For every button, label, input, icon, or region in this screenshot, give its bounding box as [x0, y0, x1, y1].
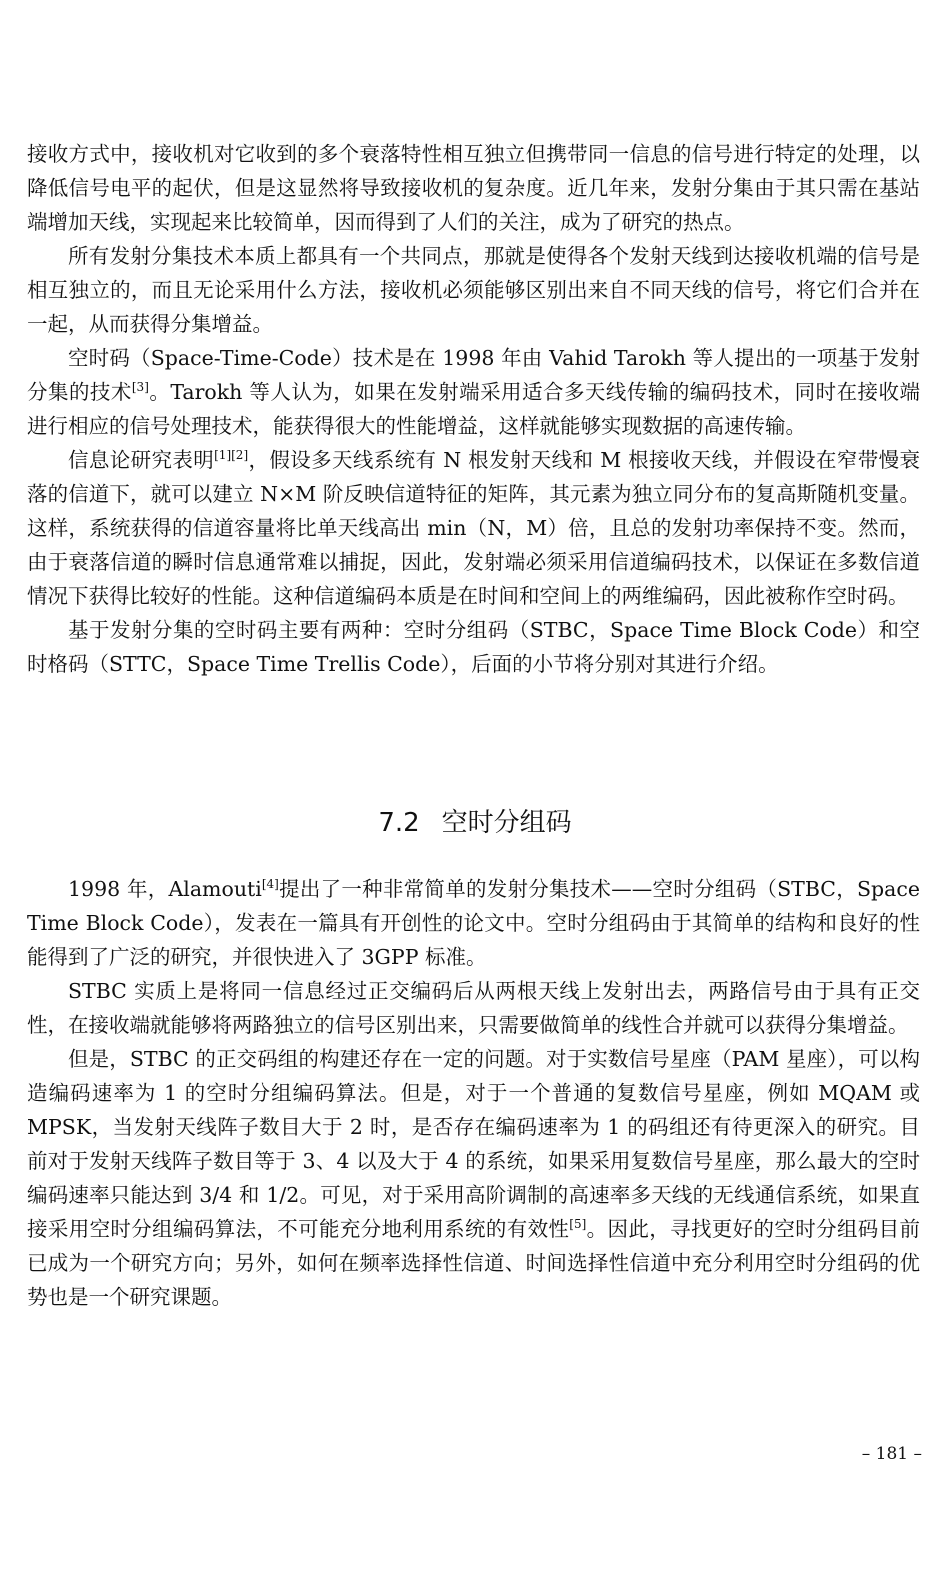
body-text-top — [27, 137, 920, 681]
paragraph-text: 提出了一种非常简单的发射分集技术——空时分组码（STBC，Space Time Block Code），发表在一篇具有开创性的论文中。空时分组码由于其简单的结构和良好的性能得到了广泛的研究，并很快进入了 3GPP 标准。 — [27, 877, 920, 969]
paragraph-text: STBC 实质上是将同一信息经过正交编码后从两根天线上发射出去，两路信号由于具有正交性，在接收端就能够将两路独立的信号区别出来，只需要做简单的线性合并就可以获得分集增益。 — [27, 979, 920, 1037]
paragraph-transmit-diversity — [27, 239, 920, 341]
paragraph-space-time-code — [27, 341, 920, 443]
section-title: 空时分组码 — [441, 808, 572, 838]
citation-ref: [5] — [569, 1217, 587, 1231]
paragraph-text: 。Tarokh 等人认为，如果在发射端采用适合多天线传输的编码技术，同时在接收端进行相应的信号处理技术，能获得很大的性能增益，这样就能够实现数据的高速传输。 — [27, 380, 921, 438]
paragraph-continued — [27, 137, 920, 239]
paragraph-stbc-essence — [27, 974, 920, 1042]
section-heading — [0, 798, 950, 848]
paragraph-information-theory — [27, 443, 920, 613]
paragraph-text: ，假设多天线系统有 N 根发射天线和 M 根接收天线，并假设在窄带慢衰落的信道下，就可以建立 N×M 阶反映信道特征的矩阵，其元素为独立同分布的复高斯随机变量。这样，系统获得的信道容量将比单天线高出 min（N，M）倍，且总的发射功率保持不变。然而，由于衰落信道的瞬时信息通常难以捕捉，因此，发射端必须采用信道编码技术，以保证在多数信道情况下获得比较好的性能。这种信道编码本质是在时间和空间上的两维编码，因此被称作空时码。 — [27, 448, 920, 608]
citation-ref: [4] — [261, 877, 279, 891]
paragraph-text: 信息论研究表明 — [68, 448, 215, 472]
paragraph-stbc-sttc — [27, 613, 920, 681]
paragraph-text: 接收方式中，接收机对它收到的多个衰落特性相互独立但携带同一信息的信号进行特定的处理，以降低信号电平的起伏，但是这显然将导致接收机的复杂度。近几年来，发射分集由于其只需在基站端增加天线，实现起来比较简单，因而得到了人们的关注，成为了研究的热点。 — [27, 142, 920, 234]
paragraph-text: 1998 年，Alamouti — [68, 877, 262, 901]
paragraph-text: 但是，STBC 的正交码组的构建还存在一定的问题。对于实数信号星座（PAM 星座），可以构造编码速率为 1 的空时分组编码算法。但是，对于一个普通的复数信号星座，例如 MQAM 或 MPSK，当发射天线阵子数目大于 2 时，是否存在编码速率为 1 的码组还有待更深入的研究。目前对于发射天线阵子数目等于 3、4 以及大于 4 的系统，如果采用复数信号星座，那么最大的空时编码速率只能达到 3/4 和 1/2。可见，对于采用高阶调制的高速率多天线的无线通信系统，如果直接采用空时分组编码算法，不可能充分地利用系统的有效性 — [27, 1047, 920, 1241]
citation-ref: [3] — [131, 380, 149, 394]
paragraph-text: 基于发射分集的空时码主要有两种：空时分组码（STBC，Space Time Block Code）和空时格码（STTC，Space Time Trellis Code），后面的小节将分别对其进行介绍。 — [27, 618, 920, 676]
paragraph-alamouti — [27, 872, 920, 974]
paragraph-text: 空时码（Space-Time-Code）技术是在 1998 年由 Vahid Tarokh 等人提出的一项基于发射分集的技术 — [27, 346, 920, 404]
body-text-bottom — [27, 872, 920, 1314]
section-number: 7.2 — [378, 808, 420, 838]
paragraph-text: 所有发射分集技术本质上都具有一个共同点，那就是使得各个发射天线到达接收机端的信号是相互独立的，而且无论采用什么方法，接收机必须能够区别出来自不同天线的信号，将它们合并在一起，从而获得分集增益。 — [27, 244, 920, 336]
paragraph-stbc-problems — [27, 1042, 920, 1314]
page-number: – 181 – — [861, 1444, 922, 1464]
paragraph-text: 。因此，寻找更好的空时分组码目前已成为一个研究方向；另外，如何在频率选择性信道、时间选择性信道中充分利用空时分组码的优势也是一个研究课题。 — [27, 1217, 921, 1309]
citation-ref: [1][2] — [214, 448, 249, 462]
